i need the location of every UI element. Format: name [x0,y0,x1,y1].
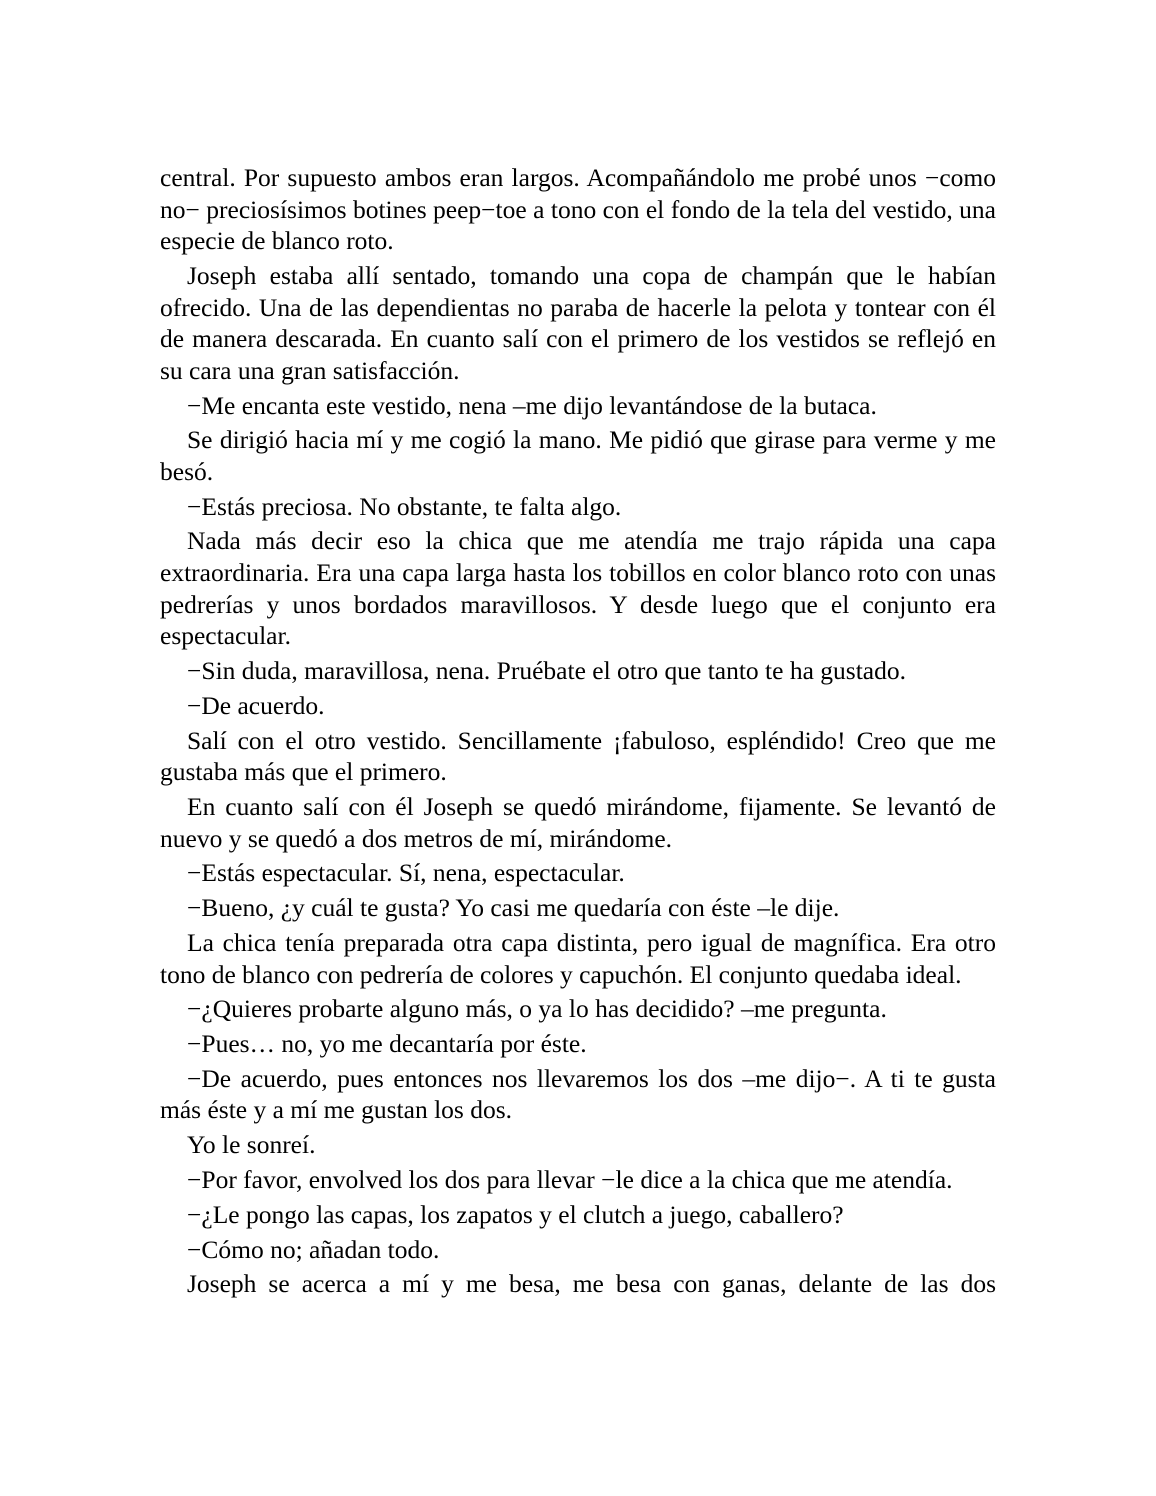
paragraph: Nada más decir eso la chica que me atendía me trajo rápida una capa extraordinaria. Era una capa larga hasta los tobillos en color blanco roto con unas pedrerías y unos bordados maravillosos. Y desde luego que el conjunto era espectacular. [160,526,996,651]
paragraph: −Sin duda, maravillosa, nena. Pruébate el otro que tanto te ha gustado. [187,656,906,686]
paragraph: Joseph se acerca a mí y me besa, me besa con ganas, delante de las dos [187,1269,996,1299]
paragraph: −Cómo no; añadan todo. [187,1234,440,1264]
paragraph: Se dirigió hacia mí y me cogió la mano. Me pidió que girase para verme y me besó. [160,425,996,486]
paragraph: Joseph estaba allí sentado, tomando una copa de champán que le habían ofrecido. Una de las dependientas no paraba de hacerle la pelota y tontear con él de manera descarada. En cuanto salí con el primero de los vestidos se reflejó en su cara una gran satisfacción. [160,260,996,385]
paragraph: −Pues… no, yo me decantaría por éste. [187,1029,587,1059]
paragraph: −De acuerdo, pues entonces nos llevaremos los dos –me dijo−. A ti te gusta más éste y a mí me gustan los dos. [160,1063,996,1125]
paragraph: −Por favor, envolved los dos para llevar −le dice a la chica que me atendía. [187,1165,953,1194]
paragraph: En cuanto salí con él Joseph se quedó mirándome, fijamente. Se levantó de nuevo y se quedó a dos metros de mí, mirándome. [160,791,996,853]
paragraph: −Bueno, ¿y cuál te gusta? Yo casi me quedaría con éste –le dije. [187,893,840,923]
paragraph: central. Por supuesto ambos eran largos. Acompañándolo me probé unos −como no− preciosísimos botines peep−toe a tono con el fondo de la tela del vestido, una especie de blanco roto. [160,163,996,256]
paragraph: Yo le sonreí. [187,1130,316,1160]
paragraph: −Me encanta este vestido, nena –me dijo levantándose de la butaca. [187,390,877,420]
paragraph: −De acuerdo. [187,690,325,720]
page-body [160,162,996,1300]
paragraph: −¿Le pongo las capas, los zapatos y el clutch a juego, caballero? [187,1199,844,1229]
paragraph: −Estás espectacular. Sí, nena, espectacular. [187,858,625,888]
paragraph: Salí con el otro vestido. Sencillamente ¡fabuloso, espléndido! Creo que me gustaba más que el primero. [160,725,996,787]
paragraph: La chica tenía preparada otra capa distinta, pero igual de magnífica. Era otro tono de blanco con pedrería de colores y capuchón. El conjunto quedaba ideal. [160,927,996,989]
paragraph: −Estás preciosa. No obstante, te falta algo. [187,491,622,521]
paragraph: −¿Quieres probarte alguno más, o ya lo has decidido? –me pregunta. [187,994,887,1024]
